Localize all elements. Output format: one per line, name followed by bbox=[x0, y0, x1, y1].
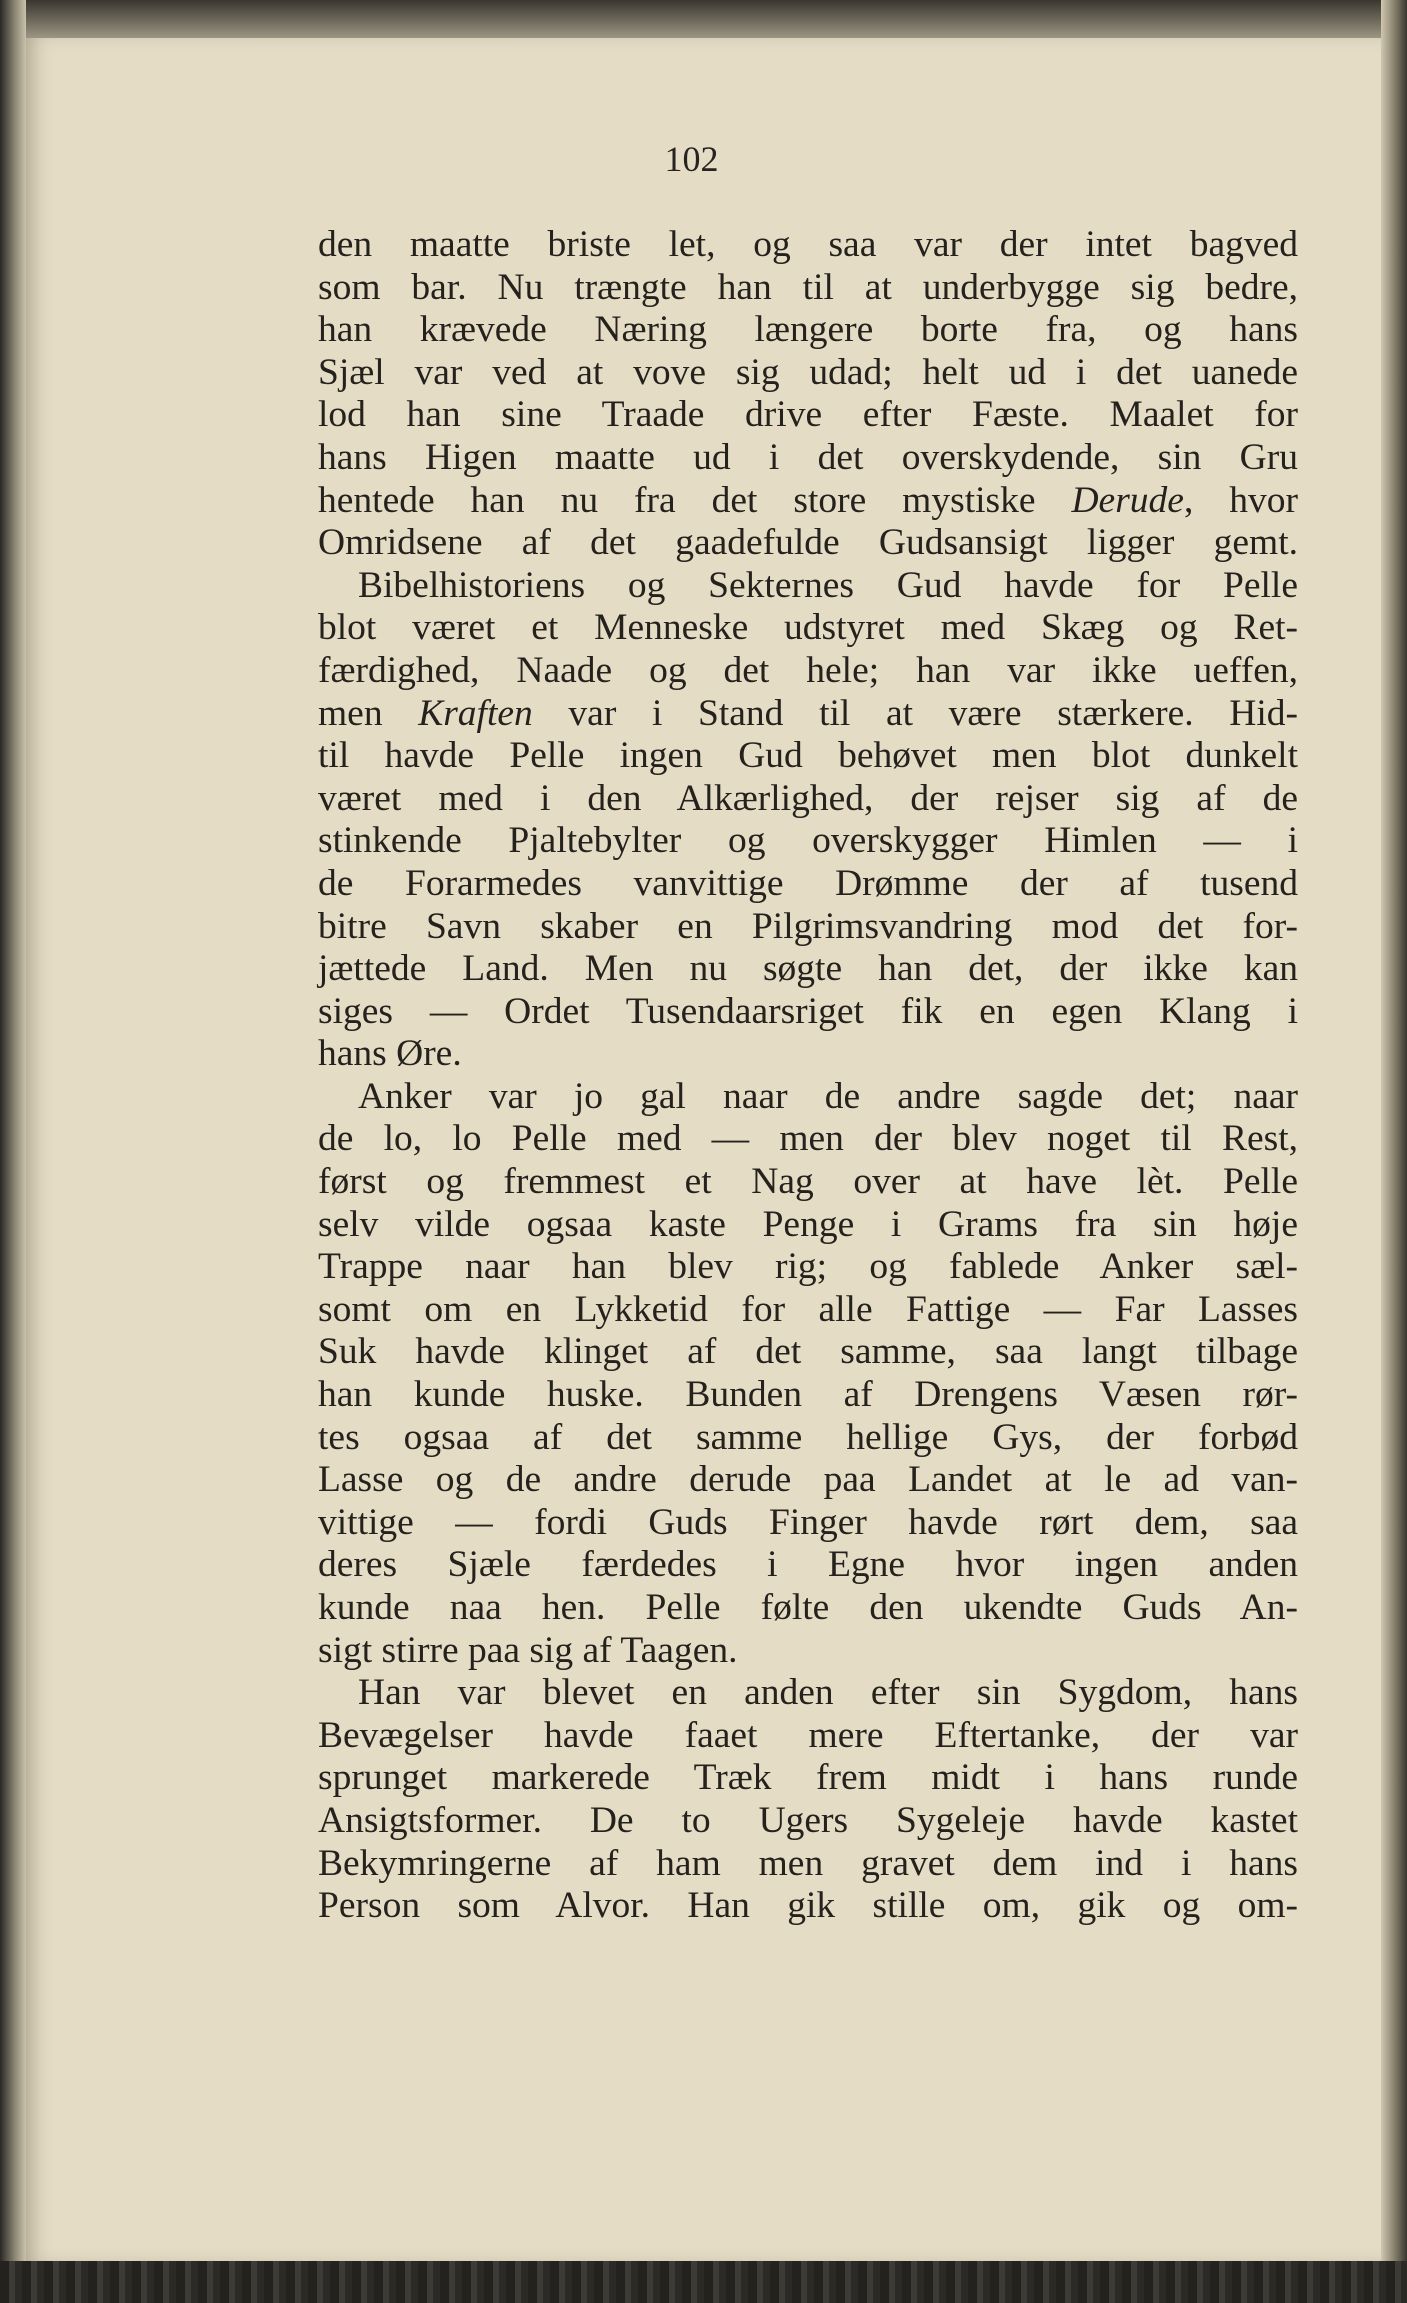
text-line: deres Sjæle færdedes i Egne hvor ingen anden bbox=[318, 1544, 1298, 1586]
text-line: lod han sine Traade drive efter Fæste. Maalet for bbox=[318, 394, 1298, 436]
text-line: færdighed, Naade og det hele; han var ikke ueffen, bbox=[318, 649, 1298, 691]
text-line: somt om en Lykketid for alle Fattige — Far Lasses bbox=[318, 1288, 1298, 1330]
text-line: Person som Alvor. Han gik stille om, gik og om- bbox=[318, 1885, 1298, 1927]
text-line bbox=[318, 480, 1298, 523]
text-line-segment: hentede han nu fra det store mystiske bbox=[318, 479, 1072, 521]
text-line: sigt stirre paa sig af Taagen. bbox=[318, 1629, 738, 1671]
text-line: vittige — fordi Guds Finger havde rørt dem, saa bbox=[318, 1501, 1298, 1543]
text-line-segment: , hvor bbox=[1183, 479, 1298, 521]
text-line: først og fremmest et Nag over at have lèt. Pelle bbox=[318, 1161, 1298, 1203]
text-line: hans Øre. bbox=[318, 1033, 462, 1075]
text-line: jættede Land. Men nu søgte han det, der ikke kan bbox=[318, 948, 1298, 990]
text-line: tes ogsaa af det samme hellige Gys, der forbød bbox=[318, 1416, 1298, 1458]
italic-word: Derude bbox=[1071, 479, 1184, 521]
text-line: Sjæl var ved at vove sig udad; helt ud i det uanede bbox=[318, 351, 1298, 393]
text-line: blot været et Menneske udstyret med Skæg og Ret- bbox=[318, 607, 1298, 649]
text-line: Lasse og de andre derude paa Landet at le ad van- bbox=[318, 1459, 1298, 1501]
text-line: sprunget markerede Træk frem midt i hans runde bbox=[318, 1757, 1298, 1799]
body-text bbox=[318, 224, 1298, 1928]
text-line: de lo, lo Pelle med — men der blev noget til Rest, bbox=[318, 1118, 1298, 1160]
text-line: til havde Pelle ingen Gud behøvet men blot dunkelt bbox=[318, 735, 1298, 777]
text-line: som bar. Nu trængte han til at underbygge sig bedre, bbox=[318, 266, 1298, 308]
page-right-edge bbox=[1381, 0, 1407, 2303]
text-line: Han var blevet en anden efter sin Sygdom, hans bbox=[358, 1672, 1298, 1714]
italic-word: Kraften bbox=[418, 692, 533, 734]
book-page bbox=[26, 38, 1381, 2261]
text-line: Bibelhistoriens og Sekternes Gud havde for Pelle bbox=[358, 564, 1298, 606]
text-line-segment: var i Stand til at være stærkere. Hid- bbox=[532, 692, 1298, 734]
text-line: Trappe naar han blev rig; og fablede Anker sæl- bbox=[318, 1246, 1298, 1288]
book-top-edge bbox=[0, 0, 1407, 38]
text-line: været med i den Alkærlighed, der rejser sig af de bbox=[318, 777, 1298, 819]
text-line: Suk havde klinget af det samme, saa langt tilbage bbox=[318, 1331, 1298, 1373]
text-line: den maatte briste let, og saa var der intet bagved bbox=[318, 224, 1298, 265]
text-line: Ansigtsformer. De to Ugers Sygeleje havde kastet bbox=[318, 1799, 1298, 1841]
text-line-segment: men bbox=[318, 692, 419, 734]
text-line: Omridsene af det gaadefulde Gudsansigt ligger gemt. bbox=[318, 522, 1298, 564]
text-line: han kunde huske. Bunden af Drengens Væsen rør- bbox=[318, 1374, 1298, 1416]
text-line: stinkende Pjaltebylter og overskygger Himlen — i bbox=[318, 820, 1298, 862]
text-line: Bekymringerne af ham men gravet dem ind i hans bbox=[318, 1842, 1298, 1884]
text-line: hans Higen maatte ud i det overskydende, sin Gru bbox=[318, 436, 1298, 478]
text-line: Anker var jo gal naar de andre sagde det; naar bbox=[358, 1075, 1298, 1117]
text-line bbox=[318, 693, 1298, 736]
text-line: siges — Ordet Tusendaarsriget fik en egen Klang i bbox=[318, 990, 1298, 1032]
book-bottom-edge bbox=[0, 2261, 1407, 2303]
book-spine-gutter bbox=[0, 0, 26, 2303]
text-line: selv vilde ogsaa kaste Penge i Grams fra sin høje bbox=[318, 1203, 1298, 1245]
page-number: 102 bbox=[664, 139, 719, 179]
text-line: Bevægelser havde faaet mere Eftertanke, der var bbox=[318, 1714, 1298, 1756]
text-line: bitre Savn skaber en Pilgrimsvandring mod det for- bbox=[318, 905, 1298, 947]
text-line: han krævede Næring længere borte fra, og hans bbox=[318, 309, 1298, 351]
text-line: kunde naa hen. Pelle følte den ukendte Guds An- bbox=[318, 1587, 1298, 1628]
text-line: de Forarmedes vanvittige Drømme der af tusend bbox=[318, 862, 1298, 904]
